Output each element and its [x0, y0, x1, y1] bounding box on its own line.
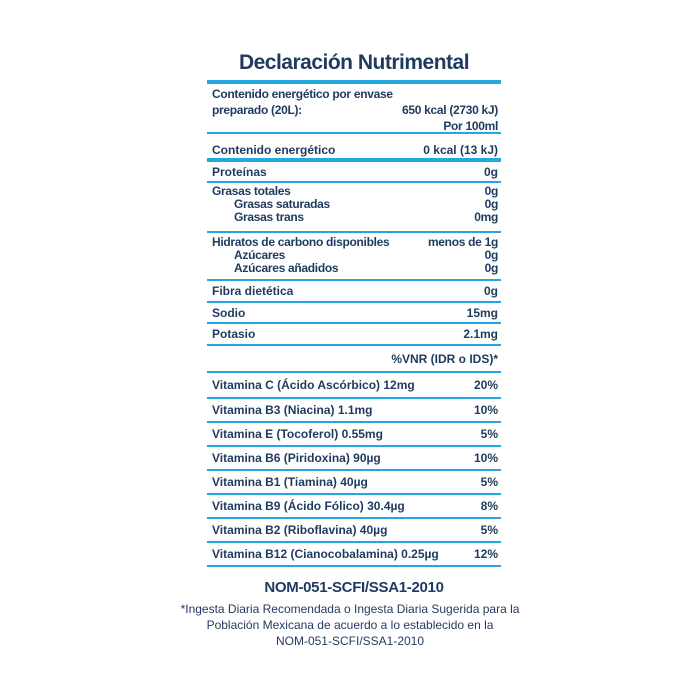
fats-value: 0g [484, 184, 498, 198]
vitamin-row [207, 519, 501, 543]
added-sugars-label: Azúcares añadidos [234, 261, 339, 275]
added-sugars-value: 0g [484, 261, 498, 275]
carbs-label: Hidratos de carbono disponibles [212, 235, 390, 249]
potassium-row [207, 324, 501, 346]
vitamin-row [207, 399, 501, 423]
energy-label: Contenido energético [212, 143, 336, 157]
energy-package-label-line2: preparado (20L): [212, 103, 302, 117]
footnote [150, 601, 550, 649]
energy-per-package-row [207, 87, 501, 134]
potassium-label: Potasio [212, 327, 256, 341]
per-100ml-label: Por 100ml [443, 119, 498, 133]
vitamin-label: Vitamina B2 (Riboflavina) 40µg [212, 523, 388, 537]
fiber-label: Fibra dietética [212, 284, 294, 298]
vnr-header-row [207, 346, 501, 373]
carbs-row [207, 233, 501, 281]
norm-reference: NOM-051-SCFI/SSA1-2010 [264, 579, 444, 596]
vitamin-row [207, 423, 501, 447]
vitamin-label: Vitamina B9 (Ácido Fólico) 30.4µg [212, 499, 405, 513]
vitamin-percent: 5% [480, 475, 498, 489]
sodium-value: 15mg [466, 305, 498, 320]
potassium-value: 2.1mg [463, 327, 498, 341]
vitamin-percent: 5% [480, 427, 498, 441]
vitamin-row [207, 373, 501, 399]
sugars-value: 0g [484, 248, 498, 262]
footnote-line3: NOM-051-SCFI/SSA1-2010 [275, 634, 425, 648]
vitamin-percent: 10% [473, 451, 498, 465]
footnote-line1: *Ingesta Diaria Recomendada o Ingesta Diaria Sugerida para la [180, 602, 520, 616]
trans-fats-label: Grasas trans [234, 210, 304, 224]
vitamin-row [207, 543, 501, 567]
sodium-label: Sodio [212, 305, 246, 320]
panel-title: Declaración Nutrimental [238, 51, 470, 74]
fiber-row [207, 281, 501, 303]
vitamin-percent: 20% [473, 378, 498, 392]
vitamin-percent: 8% [480, 499, 498, 513]
vnr-header: %VNR (IDR o IDS)* [391, 351, 498, 366]
vitamin-label: Vitamina B1 (Tiamina) 40µg [212, 475, 368, 489]
fats-row [207, 183, 501, 233]
vitamin-label: Vitamina B3 (Niacina) 1.1mg [212, 403, 373, 417]
footnote-line2: Población Mexicana de acuerdo a lo establecido en la [206, 618, 494, 632]
energy-row [207, 142, 501, 162]
title-divider [207, 80, 501, 84]
vitamins-list [207, 373, 501, 567]
proteins-label: Proteínas [212, 164, 267, 179]
vitamin-label: Vitamina B12 (Cianocobalamina) 0.25µg [212, 547, 439, 561]
fats-label: Grasas totales [212, 184, 291, 198]
vitamin-label: Vitamina C (Ácido Ascórbico) 12mg [212, 378, 415, 392]
proteins-value: 0g [483, 164, 498, 179]
carbs-value: menos de 1g [427, 235, 498, 249]
proteins-row [207, 162, 501, 183]
sodium-row [207, 303, 501, 324]
energy-package-label-line1: Contenido energético por envase [212, 87, 393, 101]
trans-fats-value: 0mg [474, 210, 498, 224]
sat-fats-label: Grasas saturadas [234, 197, 330, 211]
vitamin-label: Vitamina B6 (Piridoxina) 90µg [212, 451, 381, 465]
vitamin-percent: 10% [473, 403, 498, 417]
vitamin-percent: 12% [473, 547, 498, 561]
energy-package-value: 650 kcal (2730 kJ) [401, 103, 498, 117]
fiber-value: 0g [483, 284, 498, 298]
vitamin-row [207, 447, 501, 471]
vitamin-row [207, 495, 501, 519]
vitamin-label: Vitamina E (Tocoferol) 0.55mg [212, 427, 383, 441]
vitamin-percent: 5% [480, 523, 498, 537]
energy-value: 0 kcal (13 kJ) [423, 143, 498, 157]
vitamin-row [207, 471, 501, 495]
nutrition-facts-panel [207, 48, 501, 567]
sugars-label: Azúcares [234, 248, 285, 262]
sat-fats-value: 0g [484, 197, 498, 211]
